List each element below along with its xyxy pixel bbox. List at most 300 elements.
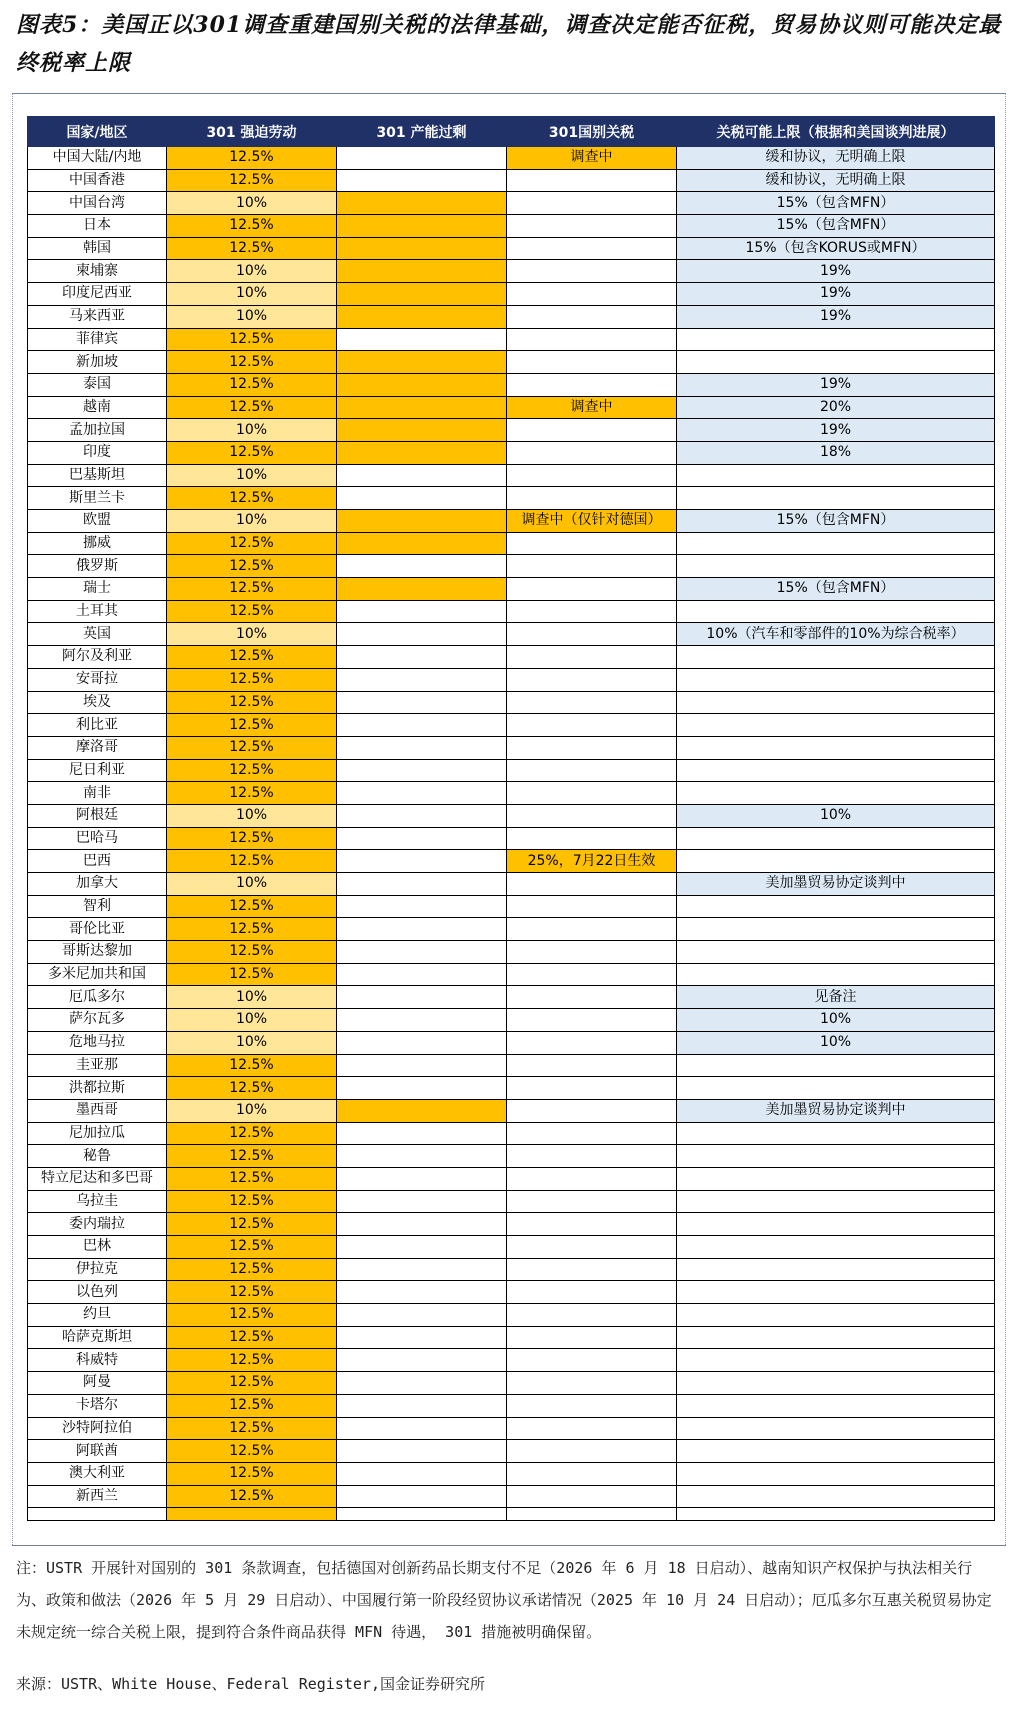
- cell-country: 韩国: [28, 237, 167, 260]
- cell-tariff-cap: [677, 1258, 995, 1281]
- cell-forced-labor: 10%: [167, 464, 337, 487]
- cell-tariff-cap: [677, 736, 995, 759]
- cell-country-tariff: [507, 600, 677, 623]
- table-row: [28, 215, 995, 238]
- cell-overcapacity: [337, 668, 507, 691]
- table-row: [28, 1326, 995, 1349]
- cell-overcapacity: [337, 873, 507, 896]
- table-row: [28, 510, 995, 533]
- cell-country: 摩洛哥: [28, 736, 167, 759]
- cell-forced-labor: 12.5%: [167, 1440, 337, 1463]
- cell-forced-labor: 12.5%: [167, 396, 337, 419]
- cell-country-tariff: [507, 487, 677, 510]
- cell-forced-labor: 10%: [167, 1031, 337, 1054]
- cell-overcapacity: [337, 1031, 507, 1054]
- cell-country: 菲律宾: [28, 328, 167, 351]
- cell-country: 巴林: [28, 1236, 167, 1259]
- cell-country-tariff: [507, 918, 677, 941]
- cell-tariff-cap: [677, 1281, 995, 1304]
- cell-country: 多米尼加共和国: [28, 963, 167, 986]
- cell-country: 智利: [28, 895, 167, 918]
- cell-tariff-cap: [677, 895, 995, 918]
- cell-tariff-cap: [677, 941, 995, 964]
- table-row: [28, 1281, 995, 1304]
- cell-country-tariff: [507, 873, 677, 896]
- cell-country-tariff: [507, 804, 677, 827]
- cell-country: 孟加拉国: [28, 419, 167, 442]
- cell-overcapacity: [337, 646, 507, 669]
- cell-overcapacity: [337, 237, 507, 260]
- cell-tariff-cap: [677, 1236, 995, 1259]
- table-row: [28, 873, 995, 896]
- cell-country-tariff: [507, 827, 677, 850]
- cell-tariff-cap: [677, 1326, 995, 1349]
- cell-country: 沙特阿拉伯: [28, 1417, 167, 1440]
- table-row: [28, 600, 995, 623]
- cell-tariff-cap: [677, 1349, 995, 1372]
- cell-tariff-cap: [677, 1213, 995, 1236]
- cell-country-tariff: [507, 1417, 677, 1440]
- cell-tariff-cap: [677, 1417, 995, 1440]
- cell-overcapacity: [337, 1372, 507, 1395]
- cell-country: 印度尼西亚: [28, 283, 167, 306]
- table-row: [28, 1099, 995, 1122]
- cell-overcapacity: [337, 555, 507, 578]
- cell-tariff-cap: 10%（汽车和零部件的10%为综合税率）: [677, 623, 995, 646]
- table-row: [28, 147, 995, 170]
- table-row: [28, 691, 995, 714]
- cell-tariff-cap: 美加墨贸易协定谈判中: [677, 873, 995, 896]
- cell-overcapacity: [337, 1167, 507, 1190]
- right-border: [1005, 93, 1006, 1545]
- cell-tariff-cap: 缓和协议，无明确上限: [677, 169, 995, 192]
- cell-tariff-cap: [677, 782, 995, 805]
- cell-country: 挪威: [28, 532, 167, 555]
- cell-forced-labor: 12.5%: [167, 1281, 337, 1304]
- cell-country-tariff: [507, 1122, 677, 1145]
- cell-tariff-cap: [677, 759, 995, 782]
- cell-forced-labor: 12.5%: [167, 714, 337, 737]
- cell-country: 卡塔尔: [28, 1394, 167, 1417]
- cell-overcapacity: [337, 1258, 507, 1281]
- cell-country: 阿联酋: [28, 1440, 167, 1463]
- table-row: [28, 714, 995, 737]
- cell-country: 科威特: [28, 1349, 167, 1372]
- cell-country: 洪都拉斯: [28, 1077, 167, 1100]
- cell-country-tariff: [507, 1190, 677, 1213]
- cell-country: 尼日利亚: [28, 759, 167, 782]
- cell-forced-labor: 12.5%: [167, 555, 337, 578]
- cell-tariff-cap: 缓和协议，无明确上限: [677, 147, 995, 170]
- cell-tariff-cap: [677, 1054, 995, 1077]
- cell-overcapacity: [337, 1349, 507, 1372]
- table-row: [28, 623, 995, 646]
- cell-country: 瑞士: [28, 578, 167, 601]
- cell-overcapacity: [337, 260, 507, 283]
- table-row: [28, 464, 995, 487]
- cell-tariff-cap: [677, 464, 995, 487]
- cell-forced-labor: 12.5%: [167, 532, 337, 555]
- table-row: [28, 305, 995, 328]
- cell-country: 俄罗斯: [28, 555, 167, 578]
- cell-overcapacity: [337, 1213, 507, 1236]
- cell-overcapacity: [337, 623, 507, 646]
- tariff-table-container: [27, 116, 994, 1521]
- cell-forced-labor: 12.5%: [167, 827, 337, 850]
- cell-country: 秘鲁: [28, 1145, 167, 1168]
- cell-overcapacity: [337, 351, 507, 374]
- cell-country-tariff: [507, 1326, 677, 1349]
- cell-overcapacity: [337, 1326, 507, 1349]
- page-title: 图表5：美国正以301调查重建国别关税的法律基础，调查决定能否征税，贸易协议则可能决定最终税率上限: [16, 12, 1002, 76]
- cell-tariff-cap: 19%: [677, 260, 995, 283]
- cell-forced-labor: 12.5%: [167, 691, 337, 714]
- cell-overcapacity: [337, 1009, 507, 1032]
- header-overcapacity: 301 产能过剩: [337, 117, 507, 147]
- table-row: [28, 804, 995, 827]
- cell-forced-labor: 12.5%: [167, 1304, 337, 1327]
- table-row: [28, 396, 995, 419]
- cell-country: 安哥拉: [28, 668, 167, 691]
- table-row: [28, 532, 995, 555]
- cell-country-tariff: [507, 1485, 677, 1508]
- cell-country-tariff: [507, 646, 677, 669]
- cell-country-tariff: [507, 1462, 677, 1485]
- cell-country-tariff: [507, 668, 677, 691]
- table-row: [28, 1485, 995, 1508]
- cell-overcapacity: [337, 1054, 507, 1077]
- cell-country-tariff: [507, 555, 677, 578]
- header-country-tariff: 301国别关税: [507, 117, 677, 147]
- cell-country: 以色列: [28, 1281, 167, 1304]
- cell-country-tariff: [507, 1281, 677, 1304]
- cell-tariff-cap: 18%: [677, 441, 995, 464]
- cell-tariff-cap: [677, 1440, 995, 1463]
- cell-forced-labor: 10%: [167, 623, 337, 646]
- cell-overcapacity: [337, 1236, 507, 1259]
- cell-country: 中国台湾: [28, 192, 167, 215]
- cell-tariff-cap: 20%: [677, 396, 995, 419]
- cell-country: 特立尼达和多巴哥: [28, 1167, 167, 1190]
- table-row: [28, 1304, 995, 1327]
- cell-country-tariff: [507, 782, 677, 805]
- cell-country-tariff: [507, 691, 677, 714]
- cell-tariff-cap: [677, 328, 995, 351]
- table-row: [28, 1031, 995, 1054]
- cell-tariff-cap: [677, 1122, 995, 1145]
- cell-tail: [507, 1508, 677, 1521]
- cell-tariff-cap: [677, 1485, 995, 1508]
- cell-overcapacity: [337, 918, 507, 941]
- cell-tariff-cap: 15%（包含KORUS或MFN）: [677, 237, 995, 260]
- cell-tail: [337, 1508, 507, 1521]
- cell-overcapacity: [337, 532, 507, 555]
- cell-country: 伊拉克: [28, 1258, 167, 1281]
- cell-country-tariff: [507, 283, 677, 306]
- cell-tariff-cap: 19%: [677, 305, 995, 328]
- table-row: [28, 941, 995, 964]
- cell-country: 尼加拉瓜: [28, 1122, 167, 1145]
- cell-forced-labor: 10%: [167, 283, 337, 306]
- cell-country-tariff: [507, 1258, 677, 1281]
- cell-forced-labor: 12.5%: [167, 1326, 337, 1349]
- cell-country: 加拿大: [28, 873, 167, 896]
- cell-country-tariff: [507, 260, 677, 283]
- cell-tariff-cap: [677, 1190, 995, 1213]
- cell-overcapacity: [337, 941, 507, 964]
- cell-tariff-cap: [677, 963, 995, 986]
- cell-forced-labor: 10%: [167, 192, 337, 215]
- cell-overcapacity: [337, 147, 507, 170]
- cell-tariff-cap: [677, 1462, 995, 1485]
- cell-forced-labor: 12.5%: [167, 1167, 337, 1190]
- cell-country-tariff: [507, 1077, 677, 1100]
- cell-country-tariff: [507, 578, 677, 601]
- cell-overcapacity: [337, 1281, 507, 1304]
- cell-tariff-cap: [677, 1077, 995, 1100]
- cell-forced-labor: 12.5%: [167, 351, 337, 374]
- cell-forced-labor: 12.5%: [167, 1213, 337, 1236]
- cell-forced-labor: 12.5%: [167, 169, 337, 192]
- cell-forced-labor: 12.5%: [167, 736, 337, 759]
- top-divider: [12, 93, 1006, 94]
- note-divider: [12, 1545, 1006, 1546]
- cell-country-tariff: [507, 623, 677, 646]
- cell-forced-labor: 12.5%: [167, 1054, 337, 1077]
- cell-forced-labor: 12.5%: [167, 147, 337, 170]
- cell-tariff-cap: 19%: [677, 283, 995, 306]
- chart-title-block: [16, 6, 1006, 82]
- cell-overcapacity: [337, 283, 507, 306]
- cell-overcapacity: [337, 986, 507, 1009]
- table-row: [28, 1462, 995, 1485]
- cell-country: 巴西: [28, 850, 167, 873]
- cell-country-tariff: 调查中: [507, 147, 677, 170]
- table-row: [28, 895, 995, 918]
- table-row: [28, 1145, 995, 1168]
- table-row: [28, 169, 995, 192]
- source-line: 来源：USTR、White House、Federal Register,国金证券研究所: [16, 1675, 485, 1693]
- cell-forced-labor: 12.5%: [167, 487, 337, 510]
- cell-forced-labor: 12.5%: [167, 668, 337, 691]
- cell-country: 萨尔瓦多: [28, 1009, 167, 1032]
- cell-overcapacity: [337, 192, 507, 215]
- cell-forced-labor: 12.5%: [167, 328, 337, 351]
- cell-forced-labor: 12.5%: [167, 1372, 337, 1395]
- table-row: [28, 668, 995, 691]
- cell-country-tariff: [507, 1031, 677, 1054]
- cell-country-tariff: [507, 941, 677, 964]
- cell-country: 约旦: [28, 1304, 167, 1327]
- table-row: [28, 192, 995, 215]
- cell-forced-labor: 12.5%: [167, 941, 337, 964]
- table-row: [28, 918, 995, 941]
- cell-tariff-cap: [677, 1167, 995, 1190]
- table-row: [28, 1349, 995, 1372]
- cell-country-tariff: [507, 714, 677, 737]
- cell-country: 欧盟: [28, 510, 167, 533]
- cell-country-tariff: [507, 963, 677, 986]
- header-country: 国家/地区: [28, 117, 167, 147]
- cell-country: 墨西哥: [28, 1099, 167, 1122]
- table-row: [28, 782, 995, 805]
- cell-tariff-cap: [677, 691, 995, 714]
- cell-overcapacity: [337, 1145, 507, 1168]
- cell-overcapacity: [337, 169, 507, 192]
- cell-country: 阿曼: [28, 1372, 167, 1395]
- cell-country-tariff: [507, 1394, 677, 1417]
- cell-country-tariff: [507, 328, 677, 351]
- cell-overcapacity: [337, 963, 507, 986]
- cell-forced-labor: 12.5%: [167, 1236, 337, 1259]
- cell-overcapacity: [337, 1440, 507, 1463]
- table-row: [28, 850, 995, 873]
- cell-tariff-cap: 15%（包含MFN）: [677, 192, 995, 215]
- table-row: [28, 260, 995, 283]
- cell-tariff-cap: [677, 918, 995, 941]
- table-row: [28, 419, 995, 442]
- table-row: [28, 1236, 995, 1259]
- cell-country: 土耳其: [28, 600, 167, 623]
- cell-country: 哥伦比亚: [28, 918, 167, 941]
- table-row: [28, 827, 995, 850]
- cell-overcapacity: [337, 1077, 507, 1100]
- cell-forced-labor: 12.5%: [167, 782, 337, 805]
- cell-country-tariff: 25%，7月22日生效: [507, 850, 677, 873]
- cell-overcapacity: [337, 419, 507, 442]
- cell-country-tariff: [507, 1440, 677, 1463]
- cell-country-tariff: [507, 192, 677, 215]
- cell-country-tariff: [507, 759, 677, 782]
- table-row: [28, 1077, 995, 1100]
- cell-overcapacity: [337, 487, 507, 510]
- cell-country: 乌拉圭: [28, 1190, 167, 1213]
- cell-overcapacity: [337, 441, 507, 464]
- cell-tariff-cap: [677, 487, 995, 510]
- cell-forced-labor: 12.5%: [167, 1190, 337, 1213]
- cell-forced-labor: 10%: [167, 804, 337, 827]
- cell-country: 厄瓜多尔: [28, 986, 167, 1009]
- cell-tariff-cap: [677, 850, 995, 873]
- cell-country-tariff: [507, 464, 677, 487]
- cell-country: 柬埔寨: [28, 260, 167, 283]
- table-row: [28, 986, 995, 1009]
- table-row: [28, 373, 995, 396]
- table-row: [28, 1122, 995, 1145]
- cell-forced-labor: 12.5%: [167, 600, 337, 623]
- cell-tariff-cap: [677, 1394, 995, 1417]
- cell-forced-labor: 10%: [167, 1009, 337, 1032]
- cell-country: 危地马拉: [28, 1031, 167, 1054]
- cell-forced-labor: 12.5%: [167, 759, 337, 782]
- cell-country-tariff: 调查中: [507, 396, 677, 419]
- cell-forced-labor: 10%: [167, 986, 337, 1009]
- left-border: [12, 93, 13, 1545]
- cell-forced-labor: 12.5%: [167, 441, 337, 464]
- cell-overcapacity: [337, 1417, 507, 1440]
- table-row: [28, 1167, 995, 1190]
- cell-country-tariff: [507, 1236, 677, 1259]
- cell-forced-labor: 12.5%: [167, 578, 337, 601]
- cell-tariff-cap: 10%: [677, 1009, 995, 1032]
- cell-forced-labor: 12.5%: [167, 1349, 337, 1372]
- cell-overcapacity: [337, 736, 507, 759]
- cell-forced-labor: 12.5%: [167, 237, 337, 260]
- cell-forced-labor: 12.5%: [167, 1122, 337, 1145]
- table-row: [28, 646, 995, 669]
- cell-country-tariff: [507, 169, 677, 192]
- cell-country: 巴基斯坦: [28, 464, 167, 487]
- cell-country-tariff: [507, 532, 677, 555]
- cell-country-tariff: [507, 1054, 677, 1077]
- table-row: [28, 351, 995, 374]
- cell-tariff-cap: 美加墨贸易协定谈判中: [677, 1099, 995, 1122]
- cell-country-tariff: [507, 305, 677, 328]
- table-row: [28, 1440, 995, 1463]
- cell-tariff-cap: [677, 351, 995, 374]
- cell-country: 新加坡: [28, 351, 167, 374]
- cell-overcapacity: [337, 1122, 507, 1145]
- cell-tariff-cap: 19%: [677, 373, 995, 396]
- table-row: [28, 963, 995, 986]
- cell-country-tariff: [507, 736, 677, 759]
- table-row: [28, 1213, 995, 1236]
- cell-tail: [28, 1508, 167, 1521]
- cell-overcapacity: [337, 396, 507, 419]
- cell-tariff-cap: 15%（包含MFN）: [677, 510, 995, 533]
- cell-overcapacity: [337, 600, 507, 623]
- table-tail-row: [28, 1508, 995, 1521]
- cell-tariff-cap: 15%（包含MFN）: [677, 578, 995, 601]
- cell-forced-labor: 12.5%: [167, 1077, 337, 1100]
- cell-country-tariff: [507, 237, 677, 260]
- cell-country: 斯里兰卡: [28, 487, 167, 510]
- cell-country-tariff: [507, 1304, 677, 1327]
- cell-forced-labor: 12.5%: [167, 1145, 337, 1168]
- cell-country: 南非: [28, 782, 167, 805]
- cell-forced-labor: 12.5%: [167, 1485, 337, 1508]
- table-row: [28, 1190, 995, 1213]
- cell-tail: [167, 1508, 337, 1521]
- cell-country-tariff: [507, 351, 677, 374]
- table-row: [28, 328, 995, 351]
- table-row: [28, 487, 995, 510]
- cell-country: 巴哈马: [28, 827, 167, 850]
- cell-overcapacity: [337, 1304, 507, 1327]
- cell-country-tariff: [507, 441, 677, 464]
- cell-country: 泰国: [28, 373, 167, 396]
- cell-country: 阿根廷: [28, 804, 167, 827]
- table-row: [28, 1009, 995, 1032]
- cell-forced-labor: 12.5%: [167, 895, 337, 918]
- footnote: 注：USTR 开展针对国别的 301 条款调查，包括德国对创新药品长期支付不足（2026 年 6 月 18 日启动）、越南知识产权保护与执法相关行为、政策和做法（2026 年 5 月 29 日启动）、中国履行第一阶段经贸协议承诺情况（2025 年 10 月 24 日启动）；厄瓜多尔互惠关税贸易协定未规定统一综合关税上限，提到符合条件商品获得 MFN 待遇， 301 措施被明确保留。: [16, 1559, 992, 1641]
- cell-forced-labor: 12.5%: [167, 215, 337, 238]
- cell-tariff-cap: 10%: [677, 1031, 995, 1054]
- cell-country-tariff: [507, 1167, 677, 1190]
- cell-forced-labor: 10%: [167, 873, 337, 896]
- cell-overcapacity: [337, 1462, 507, 1485]
- cell-country-tariff: [507, 1009, 677, 1032]
- cell-country: 马来西亚: [28, 305, 167, 328]
- cell-country-tariff: [507, 1349, 677, 1372]
- cell-country: 利比亚: [28, 714, 167, 737]
- cell-forced-labor: 10%: [167, 419, 337, 442]
- header-tariff-cap: 关税可能上限（根据和美国谈判进展）: [677, 117, 995, 147]
- cell-country-tariff: [507, 1372, 677, 1395]
- cell-tariff-cap: 见备注: [677, 986, 995, 1009]
- cell-overcapacity: [337, 1394, 507, 1417]
- table-row: [28, 736, 995, 759]
